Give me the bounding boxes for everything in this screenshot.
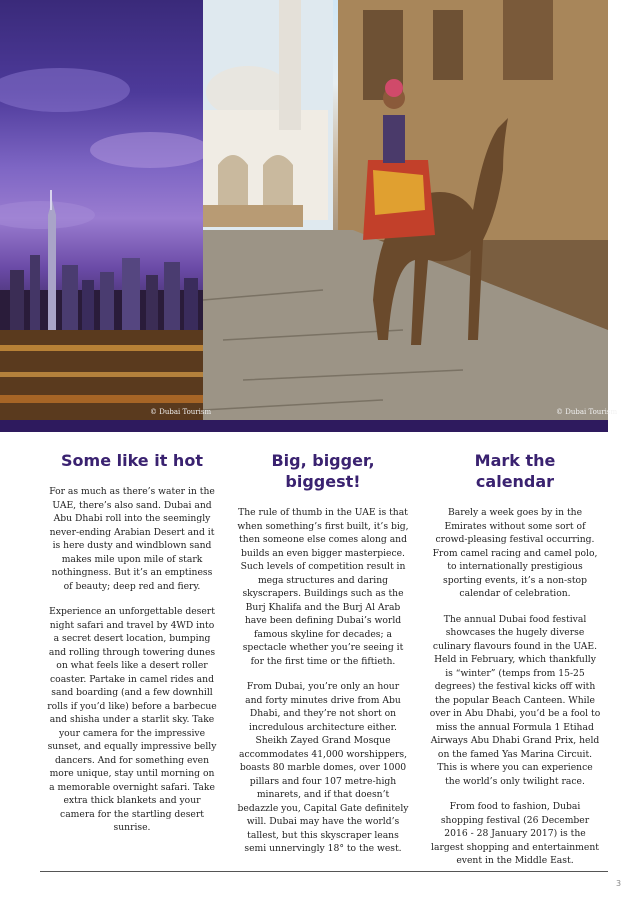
camel-scene-illustration [203,0,608,420]
camel-street-photo [203,0,608,420]
column-paragraph: Experience an unforgettable desert night safari and travel by 4WD into a secret desert location, bumping and rolling through towering dunes on what feels like a desert roller coaster. Partake in camel rides and sand boarding (and a few downhill rolls if you’d like) before a barbecue and shisha under a starlit sky. Take your camera for the impressive sunset, and equally impressive belly dancers. And for something even more unique, stay until morning on a memorable overnight safari. Take extra thick blankets and your camera for the startling desert sunrise. [47,606,217,833]
column-mark-the-calendar [429,450,601,880]
column-paragraph: Barely a week goes by in the Emirates without some sort of crowd-pleasing festival occurring. From camel racing and camel polo, to internationally prestigious sporting events, it’s a non-stop calendar of celebration. [432,507,598,599]
column-big-bigger-biggest [237,450,409,868]
column-paragraph: From Dubai, you’re only an hour and forty minutes drive from Abu Dhabi, and they’re not short on incredulous architecture either. Sheikh Zayed Grand Mosque accommodates 41,000 worshippers, boasts 80 marble domes, over 1000 pillars and four 107 metre-high minarets, and if that doesn’t bedazzle you, Capital Gate definitely will. Dubai may have the world’s tallest, but this skyscraper leans semi unnervingly 18° to the west. [237,681,409,854]
footer-rule [40,871,608,872]
column-paragraph: For as much as there’s water in the UAE, there’s also sand. Dubai and Abu Dhabi roll into the seemingly never-ending Arabian Desert and it is here dusty and windblown sand makes mile upon mile of stark nothingness. But it’s an emptiness of beauty; deep red and fiery. [49,486,215,592]
column-heading: Big, bigger, biggest! [271,451,375,491]
column-heading: Some like it hot [61,451,203,470]
dubai-skyline-photo [0,0,203,420]
column-paragraph: The annual Dubai food festival showcases the hugely diverse culinary flavours found in the UAE. Held in February, which thankfully is “winter” (temps from 15-25 degrees) the festival kicks off with the popular Beach Canteen. While over in Abu Dhabi, you’d be a fool to miss the annual Formula 1 Etihad Airways Abu Dhabi Grand Prix, held on the famed Yas Marina Circuit. This is where you can experience the world’s only twilight race. [429,613,601,787]
column-paragraph: From food to fashion, Dubai shopping festival (26 December 2016 - 28 January 2017) is the largest shopping and entertainment event in the Middle East. [431,801,599,866]
photo-divider-band [0,420,608,432]
left-photo-credit: © Dubai Tourism [150,408,212,416]
right-photo-credit: © Dubai Tourism [556,408,618,416]
skyline-illustration [0,0,203,420]
column-heading: Mark the calendar [474,451,556,491]
column-some-like-it-hot [46,450,218,847]
column-paragraph: The rule of thumb in the UAE is that when something’s first built, it’s big, then someone else comes along and builds an even bigger masterpiece. Such levels of competition result in mega structures and daring skyscrapers. Buildings such as the Burj Khalifa and the Burj Al Arab have been defining Dubai’s world famous skyline for decades; a spectacle whether you’re seeing it for the first time or the fiftieth. [237,507,409,667]
page-number: 3 [616,879,622,888]
